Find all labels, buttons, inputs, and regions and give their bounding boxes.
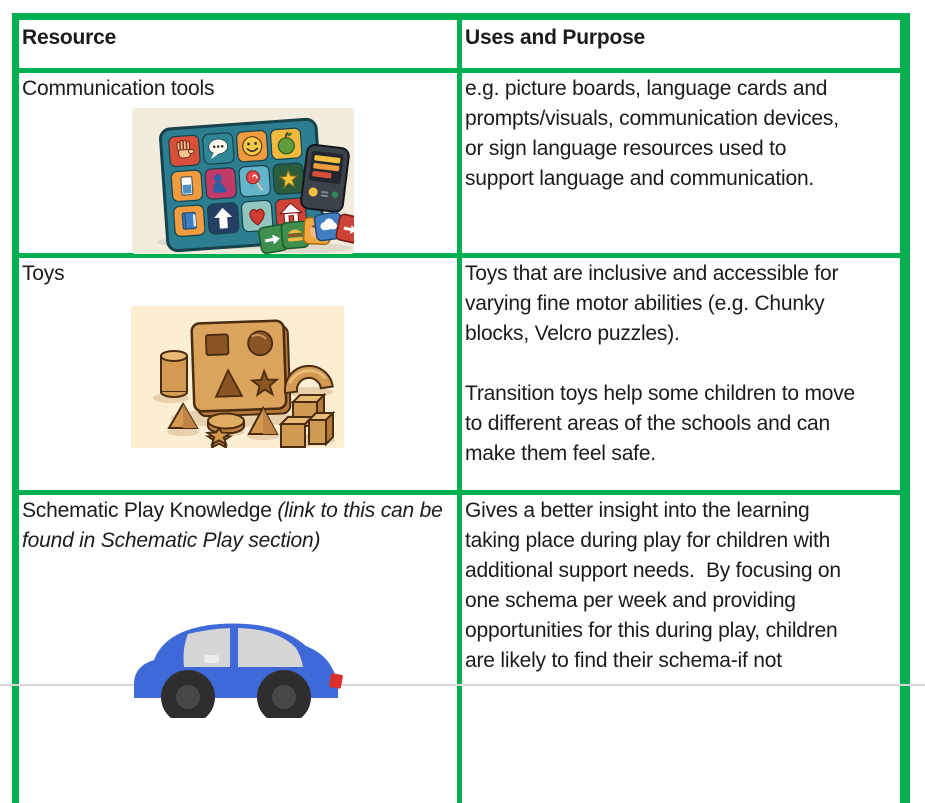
text-line: taking place during play for children with [465,529,831,552]
resource-label: Communication tools [22,77,215,100]
header-cell-resource [19,20,457,68]
text-line: additional support needs. By focusing on [465,559,841,582]
text-line: are likely to find their schema-if not [465,649,782,672]
text-line: prompts/visuals, communication devices, [465,107,839,130]
cell-purpose-toys [462,258,900,490]
text-line: varying fine motor abilities (e.g. Chunky [465,292,825,315]
cell-resource-schematic-play [19,495,457,803]
blue-toy-car-image [126,598,346,718]
cell-purpose-communication-tools [462,73,900,253]
text-line: make them feel safe. [465,442,656,465]
header-cell-uses-and-purpose [462,20,900,68]
cell-purpose-schematic-play [462,495,900,803]
text-line: one schema per week and providing [465,589,796,612]
text-line: blocks, Velcro puzzles). [465,322,680,345]
resource-title: Schematic Play Knowledge [22,499,278,522]
text-line: to different areas of the schools and can [465,412,830,435]
text-line: Toys that are inclusive and accessible for [465,262,839,285]
cell-resource-communication-tools [19,73,457,253]
text-line: e.g. picture boards, language cards and [465,77,828,100]
communication-board-image [132,108,354,254]
wooden-shape-sorter-image [131,306,344,448]
resource-label [22,496,455,556]
resource-label: Toys [22,262,65,285]
text-line: support language and communication. [465,167,815,190]
column-header-resource: Resource [22,26,117,49]
text-line: Gives a better insight into the learning [465,499,810,522]
cell-resource-toys [19,258,457,490]
text-line: or sign language resources used to [465,137,787,160]
column-header-uses-and-purpose: Uses and Purpose [465,26,646,49]
text-line: opportunities for this during play, children [465,619,838,642]
resource-note-italic: (link to this can be found in Schematic Play section) [22,499,443,552]
text-line: Transition toys help some children to move [465,382,856,405]
